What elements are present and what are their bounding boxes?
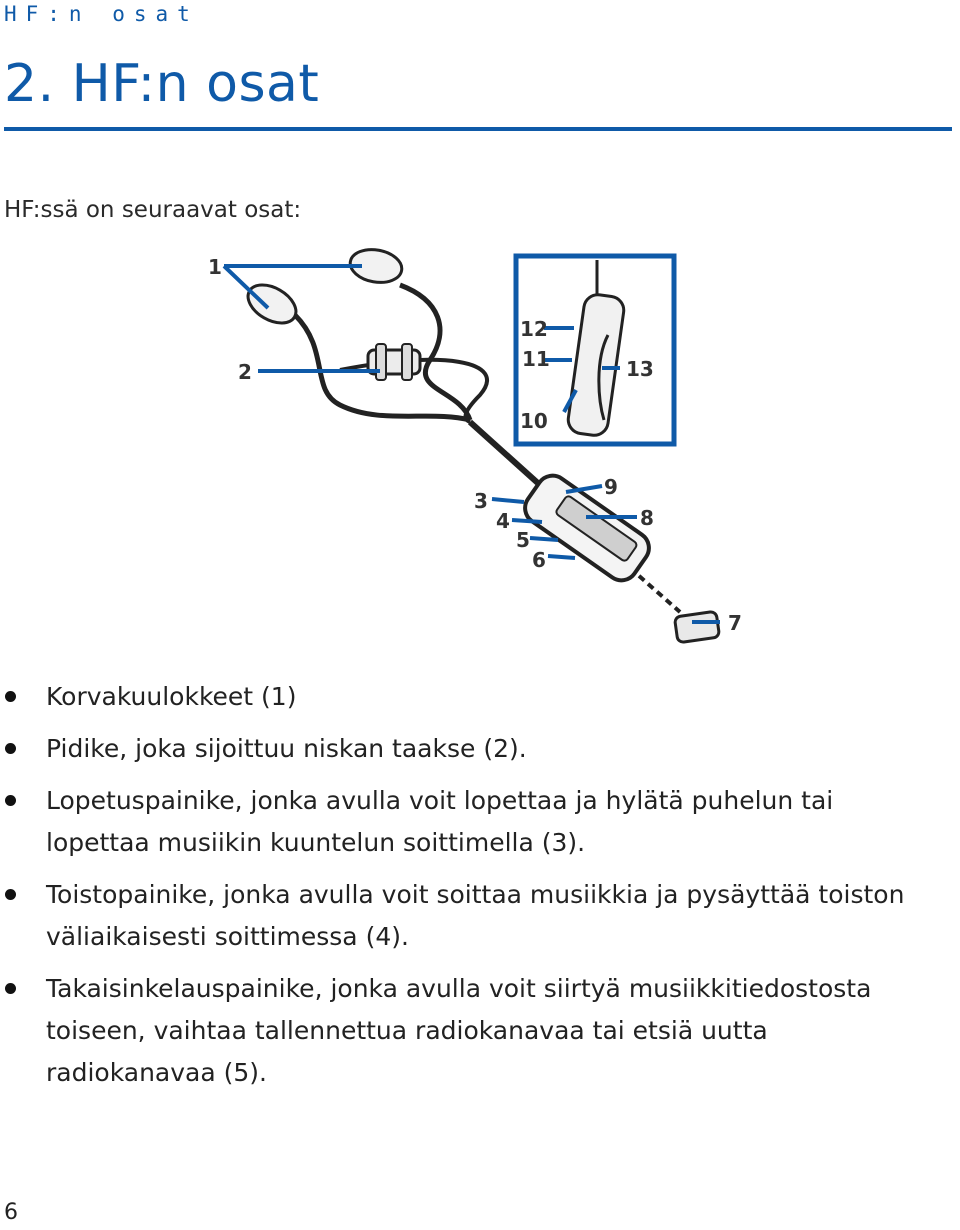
connector-cord bbox=[630, 568, 680, 612]
callout-10: 10 bbox=[520, 409, 548, 433]
running-header: HF:n osat bbox=[4, 2, 199, 26]
list-item bbox=[0, 874, 940, 958]
callout-3: 3 bbox=[474, 489, 488, 513]
callout-11: 11 bbox=[522, 347, 550, 371]
list-item bbox=[0, 728, 940, 770]
parts-list bbox=[0, 676, 940, 1104]
list-item bbox=[0, 968, 940, 1094]
bullet-icon bbox=[5, 983, 16, 994]
bullet-icon bbox=[5, 795, 16, 806]
earphone-left bbox=[241, 277, 302, 331]
list-item bbox=[0, 780, 940, 864]
callout-12: 12 bbox=[520, 317, 548, 341]
microphone-unit bbox=[566, 293, 625, 437]
callout-8: 8 bbox=[640, 506, 654, 530]
callout-7: 7 bbox=[728, 611, 742, 635]
page-number: 6 bbox=[4, 1200, 18, 1225]
chapter-title: 2. HF:n osat bbox=[4, 54, 320, 114]
callout-5: 5 bbox=[516, 528, 530, 552]
list-item bbox=[0, 676, 940, 718]
callout-6: 6 bbox=[532, 548, 546, 572]
callout-9: 9 bbox=[604, 475, 618, 499]
callout-4: 4 bbox=[496, 509, 510, 533]
list-item-text: Takaisinkelauspainike, jonka avulla voit siirtyä musiikkitiedostosta toiseen, vaihtaa tallennettua radiokanavaa tai etsiä uutta radiokanavaa (5). bbox=[46, 974, 872, 1087]
bullet-icon bbox=[5, 743, 16, 754]
list-item-text: Lopetuspainike, jonka avulla voit lopettaa ja hylätä puhelun tai lopettaa musiikin kuuntelun soittimella (3). bbox=[46, 786, 834, 857]
callout-1: 1 bbox=[208, 255, 222, 279]
list-item-text: Korvakuulokkeet (1) bbox=[46, 682, 297, 711]
bullet-icon bbox=[5, 691, 16, 702]
bullet-icon bbox=[5, 889, 16, 900]
list-item-text: Pidike, joka sijoittuu niskan taakse (2). bbox=[46, 734, 527, 763]
intro-text: HF:ssä on seuraavat osat: bbox=[4, 197, 302, 223]
callout-2: 2 bbox=[238, 360, 252, 384]
headset-illustration bbox=[180, 240, 780, 660]
callout-13: 13 bbox=[626, 357, 654, 381]
list-item-text: Toistopainike, jonka avulla voit soittaa musiikkia ja pysäyttää toiston väliaikaisesti soittimessa (4). bbox=[46, 880, 905, 951]
chapter-rule bbox=[4, 127, 952, 131]
system-connector bbox=[674, 611, 719, 643]
